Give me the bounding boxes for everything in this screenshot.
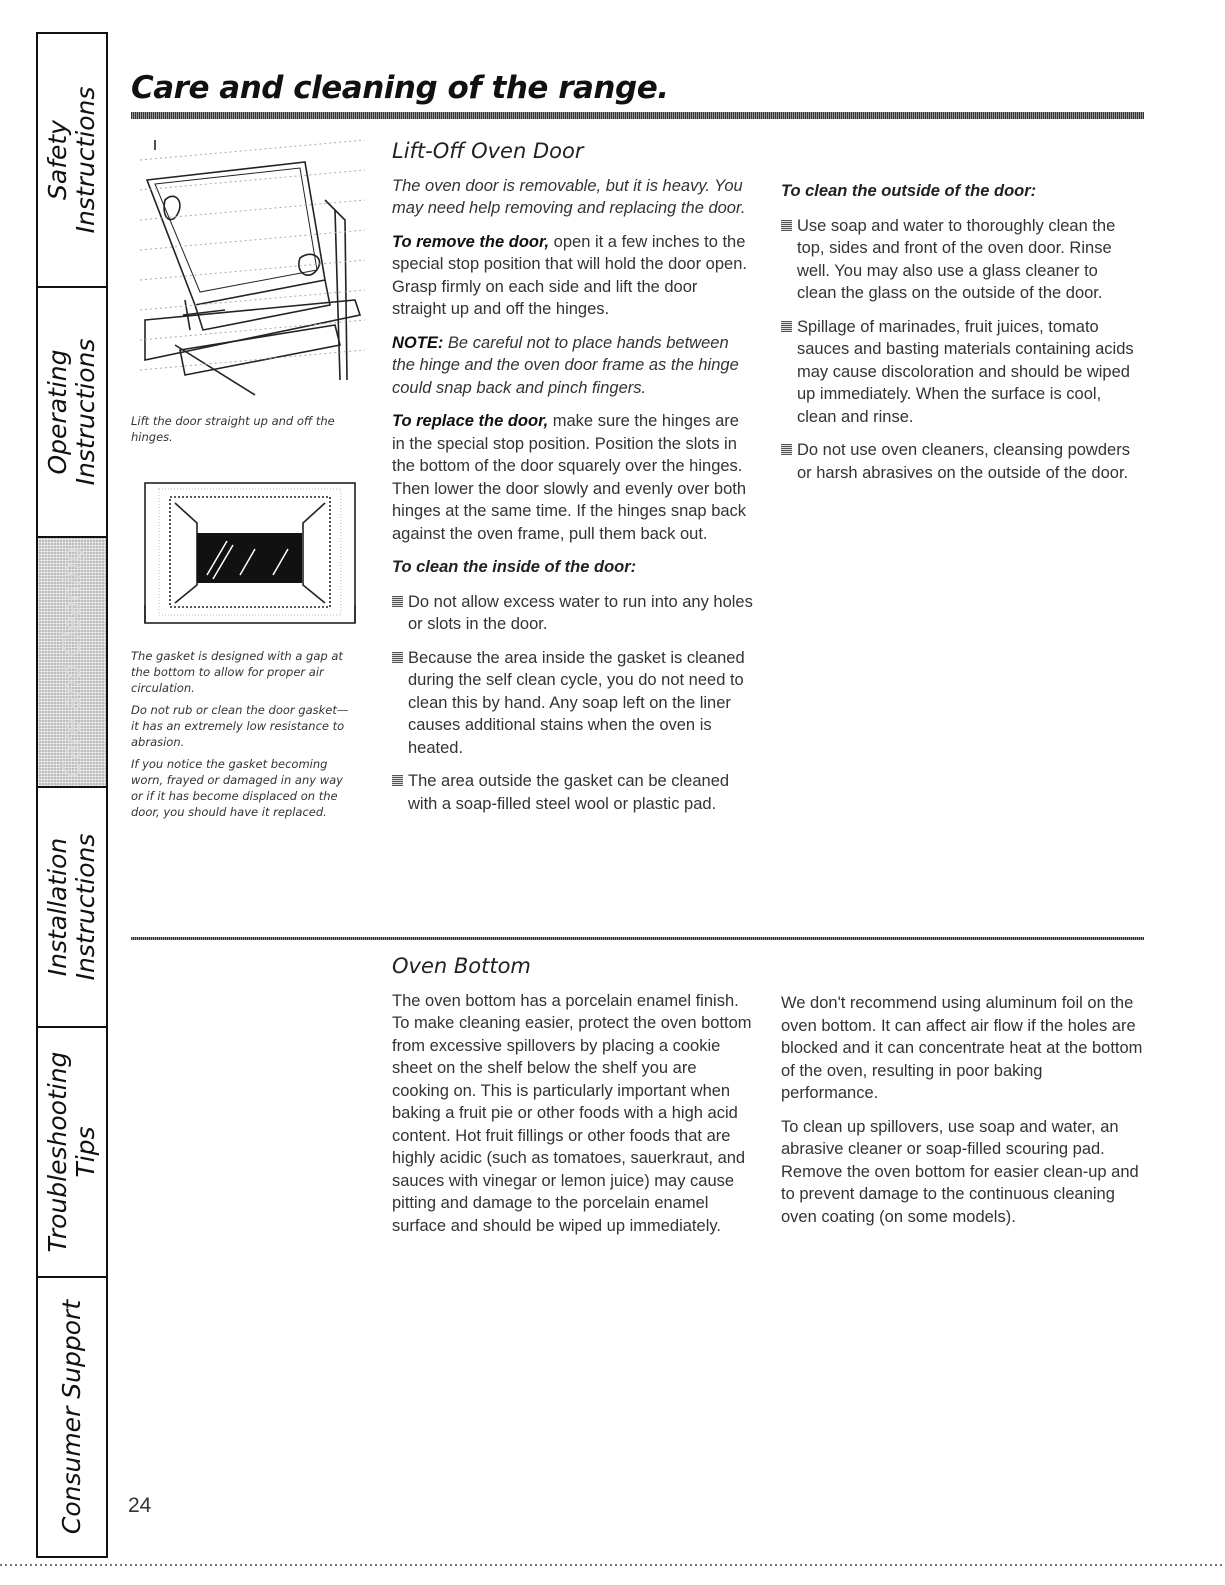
door-caption [131, 413, 346, 451]
lift-off-intro: The oven door is removable, but it is heavy. You may need help removing and replacing the door. [392, 176, 746, 217]
tab-label: Installation Instructions [43, 833, 100, 981]
inside-bullet-text: Do not allow excess water to run into any holes or slots in the door. [408, 592, 753, 633]
outside-door-section [781, 180, 1139, 495]
list-item [392, 770, 756, 815]
note-lead: NOTE: [392, 333, 444, 352]
gasket-caption [131, 648, 351, 826]
oven-bottom-left-text: The oven bottom has a porcelain enamel finish. To make cleaning easier, protect the oven bottom from excessive spillovers by placing a cookie sheet on the shelf below the shelf you are cooking on. This is particularly important when baking a fruit pie or other foods with a high acid content. Hot fruit fillings or other foods that are highly acidic (such as tomatoes, sauerkraut, and sauces with vinegar or lemon juice) may cause pitting and damage to the porcelain enamel surface and should be wiped up immediately. [392, 991, 752, 1235]
lift-off-door-section [392, 140, 756, 826]
list-item [781, 439, 1139, 484]
outside-door-heading: To clean the outside of the door: [781, 182, 1037, 200]
outside-bullet-text: Do not use oven cleaners, cleansing powders or harsh abrasives on the outside of the door. [797, 441, 1130, 482]
list-item [392, 647, 756, 760]
replace-door-lead: To replace the door, [392, 412, 549, 430]
gasket-caption-3: If you notice the gasket becoming worn, frayed or damaged in any way or if it has become displaced on the door, you should have it replaced. [131, 757, 343, 819]
section-rule [131, 937, 1144, 940]
tab-label: Troubleshooting Tips [43, 1051, 100, 1253]
replace-door-paragraph [392, 410, 756, 545]
bottom-border [0, 1564, 1225, 1566]
title-rule [131, 112, 1144, 119]
list-item [781, 316, 1139, 429]
list-item [392, 591, 756, 636]
page-number: 24 [128, 1494, 152, 1517]
bullet-icon [781, 321, 792, 332]
list-item [781, 215, 1139, 305]
bullet-icon [781, 220, 792, 231]
remove-door-paragraph [392, 231, 756, 321]
oven-bottom-right-text-2: To clean up spillovers, use soap and water, an abrasive cleaner or soap-filled scouring pad. Remove the oven bottom for easier clean-up and to prevent damage to the continuous cleaning oven coating (on some models). [781, 1117, 1139, 1226]
door-caption-text: Lift the door straight up and off the hinges. [131, 414, 335, 444]
tab-consumer-support[interactable] [38, 1278, 106, 1556]
inside-bullet-text: Because the area inside the gasket is cleaned during the self clean cycle, you do not need to clean this by hand. Any soap left on the liner causes additional stains when the oven is heated. [408, 648, 745, 757]
bullet-icon [781, 444, 792, 455]
oven-bottom-section [392, 955, 756, 1248]
bullet-icon [392, 596, 403, 607]
page-title: Care and cleaning of the range. [131, 70, 669, 106]
oven-bottom-right [781, 992, 1143, 1239]
tab-troubleshooting-tips[interactable] [38, 1028, 106, 1278]
tab-operating-instructions[interactable] [38, 288, 106, 538]
oven-bottom-right-text-1: We don't recommend using aluminum foil on the oven bottom. It can affect air flow if the holes are blocked and it can concentrate heat at the bottom of the oven, resulting in poor baking performance. [781, 994, 1143, 1102]
tab-label: Consumer Support [57, 1299, 86, 1535]
gasket-caption-1: The gasket is designed with a gap at the bottom to allow for proper air circulation. [131, 649, 343, 695]
tab-care-and-cleaning[interactable] [38, 538, 106, 788]
side-tab-bar [36, 32, 108, 1558]
inside-bullet-text: The area outside the gasket can be cleaned with a soap-filled steel wool or plastic pad. [408, 772, 730, 813]
tab-label: Care and Cleaning [57, 546, 86, 778]
gasket-caption-2: Do not rub or clean the door gasket— it has an extremely low resistance to abrasion. [131, 703, 349, 749]
lift-door-illustration [135, 140, 365, 410]
oven-bottom-heading: Oven Bottom [392, 954, 531, 978]
tab-safety-instructions[interactable] [38, 34, 106, 288]
lift-off-heading: Lift-Off Oven Door [392, 139, 584, 163]
remove-door-lead: To remove the door, [392, 232, 550, 251]
outside-bullet-text: Use soap and water to thoroughly clean the top, sides and front of the oven door. Rinse well. You may also use a glass cleaner to clean the glass on the outside of the door. [797, 216, 1116, 302]
note-paragraph [392, 332, 756, 400]
bullet-icon [392, 652, 403, 663]
tab-installation-instructions[interactable] [38, 788, 106, 1028]
tab-label: Operating Instructions [43, 338, 100, 486]
note-text: Be careful not to place hands between the hinge and the oven door frame as the hinge could snap back and pinch fingers. [392, 333, 739, 397]
tab-label: Safety Instructions [43, 86, 100, 234]
inside-door-heading: To clean the inside of the door: [392, 558, 637, 576]
bullet-icon [392, 775, 403, 786]
replace-door-text: make sure the hinges are in the special stop position. Position the slots in the bottom of the door squarely over the hinges. Then lower the door slowly and evenly over both hinges at the same time. If the hinges snap back against the oven frame, pull them back out. [392, 412, 747, 543]
remove-door-text: open it a few inches to the special stop position that will hold the door open. Grasp firmly on each side and lift the door straight up and off the hinges. [392, 232, 747, 318]
outside-bullet-text: Spillage of marinades, fruit juices, tomato sauces and basting materials containing acids may cause discoloration and should be wiped up immediately. When the surface is cool, clean and rinse. [797, 317, 1134, 426]
gasket-illustration [135, 475, 360, 630]
